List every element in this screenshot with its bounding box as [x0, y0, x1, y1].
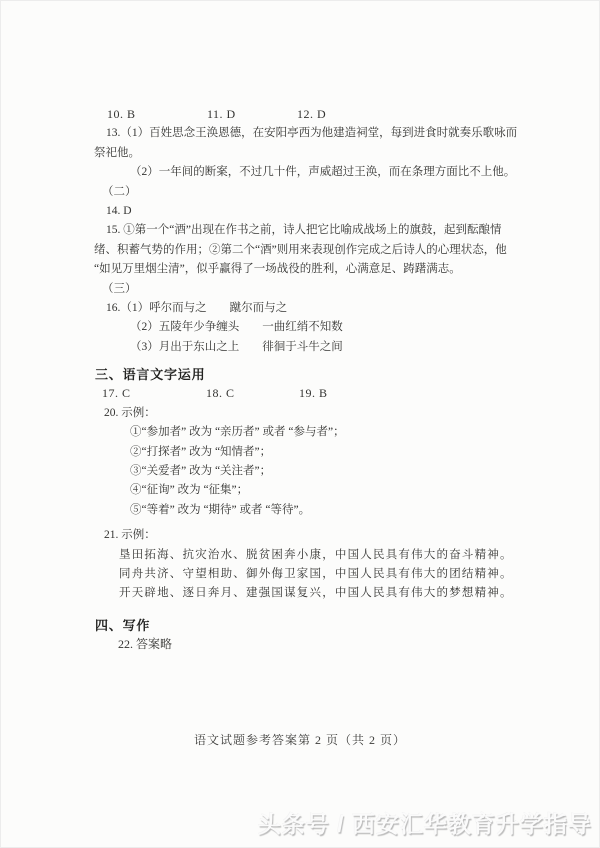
answer-21-line-2: 同舟共济、守望相助、御外侮卫家国，中国人民具有伟大的团结精神。 [119, 567, 513, 580]
answer-15-line3: “如见万里烟尘清”，似乎赢得了一场战役的胜利，心满意足、踌躇满志。 [94, 263, 461, 276]
answer-13-part1-line1: 13.（1）百姓思念王涣恩德，在安阳亭西为他建造祠堂，每到进食时就奏乐歌咏而 [106, 127, 518, 140]
answer-22: 22. 答案略 [118, 637, 173, 652]
watermark: 头条号 / 西安汇华教育升学指导 [257, 811, 592, 837]
section-4-heading: 四、写作 [95, 617, 151, 633]
part-3-label: （三） [102, 282, 137, 295]
answer-15-line1: 15. ①第一个“酒”出现在作书之前，诗人把它比喻成战场上的旗鼓，起到酝酿情 [106, 224, 502, 237]
answer-row-17-19 [94, 384, 509, 403]
answer-20-item-4: ④“征询” 改为 “征集”； [130, 484, 249, 497]
answer-13-part1-line2: 祭祀他。 [94, 146, 140, 159]
answer-21-line-3: 开天辟地、逐日奔月、建强国谋复兴，中国人民具有伟大的梦想精神。 [119, 587, 513, 600]
answer-20-item-3: ③“关爱者” 改为 “关注者”； [130, 465, 272, 478]
answer-20-label: 20. 示例： [104, 406, 156, 419]
answers-body [94, 105, 518, 655]
answer-11: 11. D [207, 107, 236, 121]
section-3-heading: 三、语言文字运用 [95, 367, 206, 383]
answer-14: 14. D [106, 204, 132, 217]
answer-15-line2: 绪、积蓄气势的作用；②第二个“酒”则用来表现创作完成之后诗人的心理状态，他 [94, 243, 507, 256]
part-2-label: （二） [102, 185, 137, 198]
answer-10: 10. B [107, 107, 136, 121]
answer-16-3: （3）月出于东山之上 徘徊于斗牛之间 [130, 340, 343, 353]
answer-13-part2: （2）一年间的断案，不过几十件，声威超过王涣，而在条理方面比不上他。 [130, 166, 516, 179]
answer-17: 17. C [102, 386, 131, 401]
answer-16-2: （2）五陵年少争缠头 一曲红绡不知数 [130, 321, 343, 334]
answer-20-item-2: ②“打探者” 改为 “知情者”； [130, 445, 272, 458]
answer-12: 12. D [297, 107, 327, 121]
answer-16-1: 16.（1）呼尔而与之 蹴尔而与之 [106, 301, 288, 314]
answer-21-label: 21. 示例： [104, 529, 156, 542]
answer-row-10-12 [94, 105, 509, 124]
answer-21-line-1: 垦田拓海、抗灾治水、脱贫困奔小康，中国人民具有伟大的奋斗精神。 [119, 548, 513, 561]
answer-19: 19. B [299, 386, 328, 401]
answer-20-item-1: ①“参加者” 改为 “亲历者” 或者 “参与者”； [130, 426, 345, 439]
page-footer: 语文试题参考答案第 2 页（共 2 页） [193, 733, 406, 747]
answer-20-item-5: ⑤“等着” 改为 “期待” 或者 “等待”。 [130, 503, 311, 516]
answer-18: 18. C [206, 386, 235, 401]
